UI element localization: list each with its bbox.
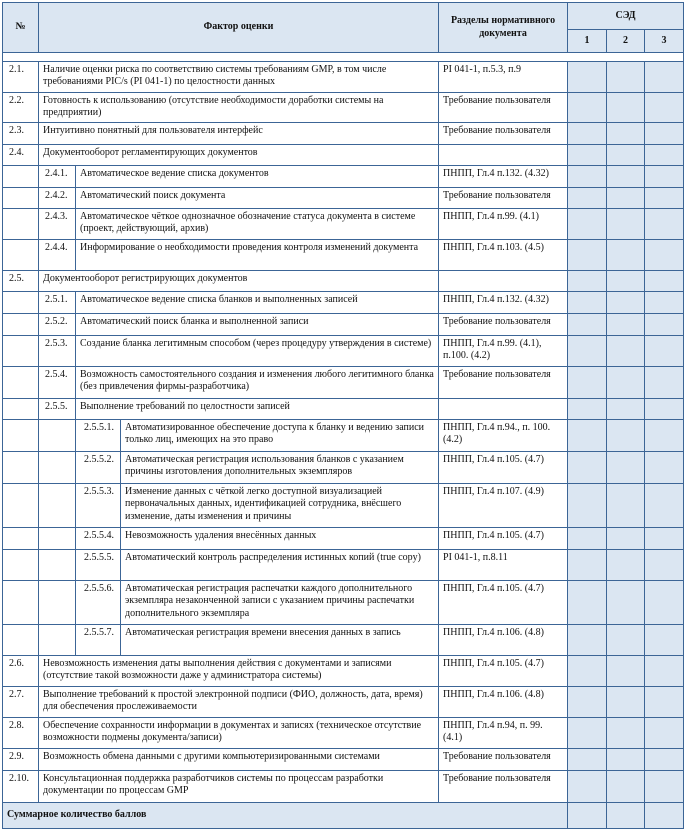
score-cell-3[interactable] [645, 624, 684, 655]
score-cell-1[interactable] [568, 580, 607, 624]
score-cell-1[interactable] [568, 93, 607, 123]
indent-cell [39, 527, 76, 549]
row-reference: ПНПП, Гл.4 п.94, п. 99. (4.1) [439, 717, 568, 748]
score-cell-2[interactable] [607, 483, 645, 527]
score-cell-3[interactable] [645, 239, 684, 270]
row-reference: Требование пользователя [439, 770, 568, 802]
row-factor: Невозможность удаления внесённых данных [121, 527, 439, 549]
score-cell-3[interactable] [645, 291, 684, 313]
table-row [3, 748, 684, 770]
total-score-2[interactable] [607, 802, 645, 828]
indent-cell [3, 527, 39, 549]
score-cell-2[interactable] [607, 451, 645, 483]
score-cell-3[interactable] [645, 366, 684, 398]
table-row [3, 419, 684, 451]
table-row [3, 770, 684, 802]
score-cell-1[interactable] [568, 549, 607, 580]
row-reference [439, 398, 568, 419]
score-cell-3[interactable] [645, 483, 684, 527]
row-factor: Информирование о необходимости проведения контроля изменений документа [76, 239, 439, 270]
row-reference [439, 144, 568, 165]
row-number: 2.5. [3, 270, 39, 291]
score-cell-3[interactable] [645, 313, 684, 335]
score-cell-3[interactable] [645, 686, 684, 717]
score-cell-2[interactable] [607, 580, 645, 624]
score-cell-3[interactable] [645, 93, 684, 123]
row-reference: ПНПП, Гл.4 п.105. (4.7) [439, 527, 568, 549]
row-number: 2.2. [3, 93, 39, 123]
row-reference: Требование пользователя [439, 122, 568, 144]
score-cell-1[interactable] [568, 655, 607, 686]
score-cell-1[interactable] [568, 624, 607, 655]
row-factor: Интуитивно понятный для пользователя интерфейс [39, 122, 439, 144]
score-cell-2[interactable] [607, 419, 645, 451]
row-reference: ПНПП, Гл.4 п.107. (4.9) [439, 483, 568, 527]
score-cell-2[interactable] [607, 655, 645, 686]
score-cell-3[interactable] [645, 527, 684, 549]
evaluation-table [2, 2, 684, 829]
score-cell-1[interactable] [568, 122, 607, 144]
row-factor: Выполнение требований по целостности записей [76, 398, 439, 419]
score-cell-1[interactable] [568, 686, 607, 717]
row-factor: Готовность к использованию (отсутствие необходимости доработки системы на предприятии) [39, 93, 439, 123]
score-cell-2[interactable] [607, 62, 645, 93]
row-number: 2.5.1. [39, 291, 76, 313]
indent-cell [39, 451, 76, 483]
row-number: 2.5.5.7. [76, 624, 121, 655]
total-score-3[interactable] [645, 802, 684, 828]
score-cell-2[interactable] [607, 122, 645, 144]
row-factor: Автоматический поиск документа [76, 187, 439, 208]
row-number: 2.4.3. [39, 208, 76, 239]
row-reference: ПНПП, Гл.4 п.99. (4.1) [439, 208, 568, 239]
table-row [3, 291, 684, 313]
table-row [3, 366, 684, 398]
score-cell-2[interactable] [607, 239, 645, 270]
indent-cell [3, 419, 39, 451]
score-cell-3[interactable] [645, 187, 684, 208]
score-cell-3[interactable] [645, 208, 684, 239]
row-number: 2.10. [3, 770, 39, 802]
score-cell-1[interactable] [568, 527, 607, 549]
score-cell-1[interactable] [568, 313, 607, 335]
score-cell-2[interactable] [607, 717, 645, 748]
score-cell-1[interactable] [568, 748, 607, 770]
row-factor: Автоматическая регистрация распечатки каждого дополнительного экземпляра незаконченной записи с указанием причины распечатки дополнительного экземпляра [121, 580, 439, 624]
row-factor: Автоматическое ведение списка документов [76, 165, 439, 187]
row-factor: Наличие оценки риска по соответствию системы требованиям GMP, в том числе требованиями PIC/s (PI 041-1) по целостности данных [39, 62, 439, 93]
score-cell-1[interactable] [568, 208, 607, 239]
indent-cell [3, 483, 39, 527]
row-number: 2.5.5.4. [76, 527, 121, 549]
table-row [3, 313, 684, 335]
score-cell-2[interactable] [607, 208, 645, 239]
row-reference: Требование пользователя [439, 93, 568, 123]
score-cell-2[interactable] [607, 366, 645, 398]
row-factor: Автоматическая регистрация использования бланков с указанием причины изготовления дополнительных экземпляров [121, 451, 439, 483]
indent-cell [3, 398, 39, 419]
header-number: № [3, 3, 39, 53]
score-cell-3[interactable] [645, 655, 684, 686]
row-factor: Невозможность изменения даты выполнения действия с документами и записями (отсутствие такой возможности даже у администратора системы) [39, 655, 439, 686]
score-cell-1[interactable] [568, 717, 607, 748]
row-reference: ПНПП, Гл.4 п.132. (4.32) [439, 165, 568, 187]
header-score-col-3: 3 [645, 30, 684, 53]
table-row [3, 165, 684, 187]
indent-cell [3, 624, 39, 655]
score-cell-1[interactable] [568, 239, 607, 270]
score-cell-1[interactable] [568, 335, 607, 366]
score-cell-2[interactable] [607, 624, 645, 655]
row-factor: Автоматическое ведение списка бланков и выполненных записей [76, 291, 439, 313]
row-reference: ПНПП, Гл.4 п.106. (4.8) [439, 624, 568, 655]
row-factor: Создание бланка легитимным способом (через процедуру утверждения в системе) [76, 335, 439, 366]
row-number: 2.5.5.3. [76, 483, 121, 527]
row-factor: Документооборот регламентирующих документов [39, 144, 439, 165]
row-factor: Возможность обмена данными с другими компьютеризированными системами [39, 748, 439, 770]
total-score-1[interactable] [568, 802, 607, 828]
score-cell-2[interactable] [607, 187, 645, 208]
header-score-col-1: 1 [568, 30, 607, 53]
score-cell-2[interactable] [607, 549, 645, 580]
row-factor: Автоматическая регистрация времени внесения данных в запись [121, 624, 439, 655]
indent-cell [39, 549, 76, 580]
score-cell-3[interactable] [645, 770, 684, 802]
score-cell-3[interactable] [645, 549, 684, 580]
table-row [3, 187, 684, 208]
table-row [3, 122, 684, 144]
row-factor: Автоматический контроль распределения истинных копий (true copy) [121, 549, 439, 580]
score-cell-3[interactable] [645, 62, 684, 93]
score-cell-2[interactable] [607, 144, 645, 165]
score-cell-2[interactable] [607, 165, 645, 187]
score-cell-1[interactable] [568, 187, 607, 208]
score-cell-1[interactable] [568, 451, 607, 483]
table-row [3, 655, 684, 686]
score-cell-2[interactable] [607, 398, 645, 419]
table-row [3, 144, 684, 165]
row-number: 2.5.5.6. [76, 580, 121, 624]
indent-cell [3, 208, 39, 239]
score-cell-1[interactable] [568, 398, 607, 419]
score-cell-1[interactable] [568, 270, 607, 291]
table-row [3, 580, 684, 624]
row-reference: Требование пользователя [439, 366, 568, 398]
row-number: 2.5.3. [39, 335, 76, 366]
row-number: 2.5.4. [39, 366, 76, 398]
indent-cell [3, 239, 39, 270]
score-cell-3[interactable] [645, 717, 684, 748]
score-cell-1[interactable] [568, 62, 607, 93]
score-cell-3[interactable] [645, 122, 684, 144]
row-reference: ПНПП, Гл.4 п.105. (4.7) [439, 655, 568, 686]
row-number: 2.4.1. [39, 165, 76, 187]
row-number: 2.3. [3, 122, 39, 144]
row-number: 2.5.2. [39, 313, 76, 335]
score-cell-1[interactable] [568, 483, 607, 527]
row-factor: Автоматический поиск бланка и выполненной записи [76, 313, 439, 335]
row-number: 2.5.5.2. [76, 451, 121, 483]
indent-cell [3, 291, 39, 313]
row-reference [439, 270, 568, 291]
header-factor: Фактор оценки [39, 3, 439, 53]
table-row [3, 483, 684, 527]
table-row [3, 686, 684, 717]
row-factor: Возможность самостоятельного создания и изменения любого легитимного бланка (без привлечения фирмы-разработчика) [76, 366, 439, 398]
score-cell-2[interactable] [607, 770, 645, 802]
indent-cell [3, 335, 39, 366]
score-cell-1[interactable] [568, 419, 607, 451]
indent-cell [3, 366, 39, 398]
table-row [3, 239, 684, 270]
row-number: 2.8. [3, 717, 39, 748]
row-reference: PI 041-1, п.5.3, п.9 [439, 62, 568, 93]
row-number: 2.5.5.1. [76, 419, 121, 451]
row-number: 2.6. [3, 655, 39, 686]
row-reference: ПНПП, Гл.4 п.99. (4.1), п.100. (4.2) [439, 335, 568, 366]
score-cell-2[interactable] [607, 527, 645, 549]
table-row [3, 208, 684, 239]
score-cell-3[interactable] [645, 144, 684, 165]
indent-cell [39, 419, 76, 451]
row-reference: ПНПП, Гл.4 п.94., п. 100. (4.2) [439, 419, 568, 451]
table-row [3, 549, 684, 580]
row-number: 2.5.5. [39, 398, 76, 419]
score-cell-2[interactable] [607, 270, 645, 291]
row-reference: Требование пользователя [439, 748, 568, 770]
score-cell-1[interactable] [568, 291, 607, 313]
row-reference: ПНПП, Гл.4 п.103. (4.5) [439, 239, 568, 270]
indent-cell [39, 624, 76, 655]
table-row [3, 270, 684, 291]
header-section: Разделы нормативного документа [439, 3, 568, 53]
indent-cell [3, 580, 39, 624]
indent-cell [3, 187, 39, 208]
row-factor: Изменение данных с чёткой легко доступной визуализацией первоначальных данных, идентификацией сотрудника, внёсшего изменение, даты изменения и причины [121, 483, 439, 527]
score-cell-2[interactable] [607, 748, 645, 770]
row-number: 2.5.5.5. [76, 549, 121, 580]
row-reference: PI 041-1, п.8.11 [439, 549, 568, 580]
row-number: 2.4.2. [39, 187, 76, 208]
table-row [3, 335, 684, 366]
score-cell-2[interactable] [607, 291, 645, 313]
row-reference: ПНПП, Гл.4 п.132. (4.32) [439, 291, 568, 313]
indent-cell [39, 580, 76, 624]
table-row [3, 62, 684, 93]
indent-cell [3, 549, 39, 580]
score-cell-3[interactable] [645, 419, 684, 451]
table-row [3, 451, 684, 483]
spacer-row [3, 53, 684, 62]
score-cell-2[interactable] [607, 686, 645, 717]
score-cell-1[interactable] [568, 366, 607, 398]
row-factor: Выполнение требований к простой электронной подписи (ФИО, должность, дата, время) для обеспечения прослеживаемости [39, 686, 439, 717]
indent-cell [3, 165, 39, 187]
row-factor: Обеспечение сохранности информации в документах и записях (техническое отсутствие возможности подмены документа/записи) [39, 717, 439, 748]
score-cell-3[interactable] [645, 398, 684, 419]
row-factor: Автоматическое чёткое однозначное обозначение статуса документа в системе (проект, действующий, архив) [76, 208, 439, 239]
row-number: 2.4.4. [39, 239, 76, 270]
row-number: 2.7. [3, 686, 39, 717]
row-number: 2.4. [3, 144, 39, 165]
score-cell-3[interactable] [645, 580, 684, 624]
row-reference: ПНПП, Гл.4 п.105. (4.7) [439, 580, 568, 624]
table-row [3, 527, 684, 549]
table-row [3, 624, 684, 655]
row-factor: Автоматизированное обеспечение доступа к бланку и ведению записи только лиц, имеющих на это право [121, 419, 439, 451]
score-cell-3[interactable] [645, 335, 684, 366]
row-number: 2.9. [3, 748, 39, 770]
total-label: Суммарное количество баллов [3, 802, 568, 828]
score-cell-3[interactable] [645, 165, 684, 187]
table-row [3, 717, 684, 748]
row-reference: Требование пользователя [439, 187, 568, 208]
row-reference: Требование пользователя [439, 313, 568, 335]
header-score-col-2: 2 [607, 30, 645, 53]
score-cell-3[interactable] [645, 451, 684, 483]
table-row [3, 398, 684, 419]
indent-cell [39, 483, 76, 527]
score-cell-2[interactable] [607, 313, 645, 335]
table-row [3, 93, 684, 123]
row-factor: Документооборот регистрирующих документов [39, 270, 439, 291]
score-cell-1[interactable] [568, 770, 607, 802]
indent-cell [3, 313, 39, 335]
score-cell-2[interactable] [607, 335, 645, 366]
row-factor: Консультационная поддержка разработчиков системы по процессам разработки документации по процессам GMP [39, 770, 439, 802]
row-reference: ПНПП, Гл.4 п.106. (4.8) [439, 686, 568, 717]
score-cell-1[interactable] [568, 144, 607, 165]
header-sed: СЭД [568, 3, 684, 30]
score-cell-2[interactable] [607, 93, 645, 123]
indent-cell [3, 451, 39, 483]
row-number: 2.1. [3, 62, 39, 93]
score-cell-1[interactable] [568, 165, 607, 187]
row-reference: ПНПП, Гл.4 п.105. (4.7) [439, 451, 568, 483]
score-cell-3[interactable] [645, 748, 684, 770]
score-cell-3[interactable] [645, 270, 684, 291]
